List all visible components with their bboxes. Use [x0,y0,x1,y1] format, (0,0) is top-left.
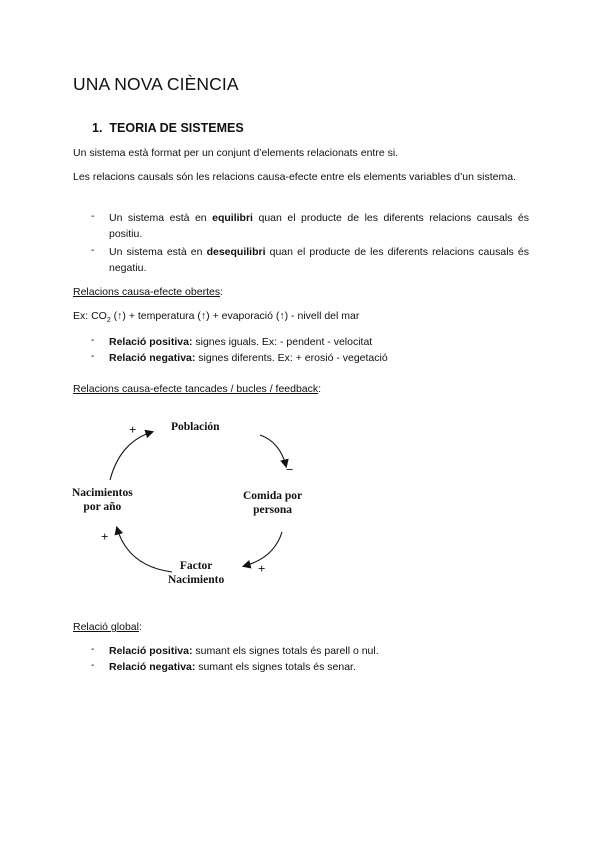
list-dash: - [91,659,95,671]
global-relation-list [91,643,531,677]
example-rest: (↑) + temperatura (↑) + evaporació (↑) - nivell del mar [110,310,360,322]
section-title: TEORIA DE SISTEMES [109,121,244,135]
list-item-text [109,244,529,276]
node-line: Comida por [243,490,303,502]
list-item [91,244,531,278]
list-item-text [109,659,529,675]
page-title: UNA NOVA CIÈNCIA [73,74,239,94]
list-item-bold: Relació positiva: [109,645,193,657]
list-dash: - [91,334,95,346]
list-dash: - [91,244,95,256]
list-dash: - [91,210,95,222]
list-item-pre: Un sistema està en [109,212,213,224]
list-item-bold: Relació positiva: [109,336,193,348]
list-item-bold: Relació negativa: [109,352,196,364]
node-factor-nacimiento [168,559,224,587]
list-item [91,210,531,244]
sign-top-left: + [129,422,137,437]
global-relation-heading [73,619,142,635]
closed-relations-heading [73,381,321,397]
list-item-post: signes iguals. Ex: - pendent - velocitat [192,336,373,348]
sign-bottom-right: + [258,561,266,576]
node-comida-por-persona [243,489,302,517]
node-poblacion: Población [171,421,220,433]
list-item [91,659,531,675]
arrow-top-to-right [260,435,286,466]
list-item-bold: equilibri [212,212,253,224]
intro-paragraph: Un sistema està format per un conjunt d’elements relacionats entre si. [73,147,399,159]
open-relations-example [73,308,359,329]
causal-definition-paragraph: Les relacions causals són les relacions causa-efecte entre els elements variables d’un sistema. [73,171,516,183]
list-item-text [109,334,529,350]
example-prefix: Ex: CO [73,310,107,322]
list-dash: - [91,643,95,655]
equilibrium-list [91,210,531,280]
node-line: persona [253,504,293,516]
open-relations-heading [73,284,223,300]
list-item-text [109,210,529,242]
list-item-pre: Un sistema està en [109,246,207,258]
node-line: Nacimientos [72,487,133,499]
open-relations-heading-text: Relacions causa-efecte obertes [73,286,221,298]
heading-suffix: : [318,383,322,395]
list-item-bold: desequilibri [206,246,266,258]
global-relation-heading-text: Relació global [73,621,139,633]
heading-suffix: : [138,621,142,633]
list-item-bold: Relació negativa: [109,661,196,673]
section-number: 1. [92,121,103,135]
closed-relations-heading-text: Relacions causa-efecte tancades / bucles / feedback [73,383,319,395]
list-item-post: sumant els signes totals és parell o nul. [192,645,379,657]
list-item [91,643,531,659]
list-dash: - [91,350,95,362]
arrow-bottom-to-left [117,528,172,572]
node-nacimientos-por-ano [72,486,133,514]
arrow-left-to-top [110,432,152,480]
open-relations-list [91,334,531,368]
section-heading [92,121,244,135]
heading-suffix: : [220,286,224,298]
list-item-text [109,350,529,366]
list-item [91,350,531,366]
list-item-post: signes diferents. Ex: + erosió - vegetació [195,352,388,364]
node-line: por año [83,501,122,513]
example-subscript: 2 [106,317,111,325]
node-line: Factor [179,560,213,572]
list-item [91,334,531,350]
list-item-post: sumant els signes totals és senar. [195,661,356,673]
node-line: Nacimiento [168,574,225,586]
list-item-text [109,643,529,659]
list-item-post: quan el producte de les diferents relacions causals és positiu. [109,212,529,240]
sign-top-right: − [286,462,294,477]
sign-bottom-left: + [101,529,109,544]
list-item-post: quan el producte de les diferents relacions causals és negatiu. [109,246,530,274]
